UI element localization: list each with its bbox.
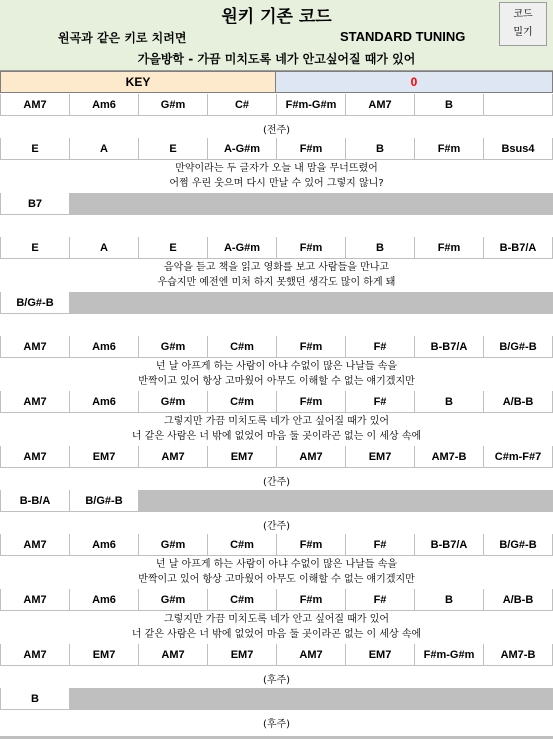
header <box>0 0 553 50</box>
chord-cell[interactable]: AM7-B <box>484 644 553 666</box>
chord-cell[interactable]: Bsus4 <box>484 138 553 160</box>
chord-row <box>0 490 553 512</box>
section-note: (간주) <box>262 477 291 488</box>
chord-cell[interactable]: Am6 <box>70 391 139 413</box>
chord-cell[interactable] <box>70 193 139 215</box>
chord-cell[interactable]: A/B-B <box>484 391 553 413</box>
chord-cell[interactable]: EM7 <box>346 446 415 468</box>
chord-cell[interactable]: EM7 <box>70 446 139 468</box>
chord-row <box>0 391 553 413</box>
chord-row <box>0 534 553 556</box>
chord-cell[interactable]: B-B7/A <box>415 336 484 358</box>
lyrics-row <box>0 556 553 589</box>
chord-cell[interactable]: AM7 <box>277 644 346 666</box>
chord-cell[interactable]: F# <box>346 534 415 556</box>
chord-cell[interactable]: E <box>139 237 208 259</box>
chord-cell[interactable]: AM7 <box>0 446 70 468</box>
section-note: (전주) <box>262 125 291 136</box>
chord-cell[interactable]: A-G#m <box>208 138 277 160</box>
chord-cell[interactable] <box>70 292 139 314</box>
chord-cell[interactable]: F#m <box>277 336 346 358</box>
chord-row <box>0 688 553 710</box>
chord-cell[interactable]: F# <box>346 336 415 358</box>
chord-cell[interactable] <box>346 292 415 314</box>
chord-cell[interactable]: A-G#m <box>208 237 277 259</box>
blank-row <box>0 314 553 336</box>
chord-cell[interactable] <box>484 688 553 710</box>
chord-cell[interactable] <box>346 688 415 710</box>
lyric-line: 만약이라는 두 글자가 오늘 내 맘을 무너뜨렸어 <box>175 163 378 174</box>
lyrics-row <box>0 611 553 644</box>
lyric-line: 어쩜 우린 웃으며 다시 만날 수 있어 그렇지 않니? <box>169 178 384 189</box>
section-note-row <box>0 666 553 688</box>
chord-cell[interactable]: Am6 <box>70 589 139 611</box>
lyric-line: 반짝이고 있어 항상 고마웠어 아무도 이해할 수 없는 얘기겠지만 <box>138 376 415 387</box>
key-label: KEY <box>0 71 276 93</box>
chord-row <box>0 446 553 468</box>
chord-cell[interactable]: F#m <box>277 534 346 556</box>
chord-cell[interactable]: G#m <box>139 589 208 611</box>
chord-cell[interactable] <box>415 292 484 314</box>
chord-cell[interactable] <box>208 688 277 710</box>
lyrics-row <box>0 413 553 446</box>
lyric-line: 음악을 듣고 책을 읽고 영화를 보고 사람들을 만나고 <box>163 262 390 273</box>
chord-cell[interactable]: A/B-B <box>484 589 553 611</box>
chord-cell[interactable]: C#m <box>208 391 277 413</box>
chord-cell[interactable]: AM7 <box>139 644 208 666</box>
chord-cell[interactable]: E <box>0 237 70 259</box>
chord-cell[interactable]: E <box>0 138 70 160</box>
chord-cell[interactable] <box>277 292 346 314</box>
key-value-cell[interactable]: 0 <box>276 71 553 93</box>
lyrics-row <box>0 358 553 391</box>
section-note: (후주) <box>262 719 291 730</box>
chord-cell[interactable]: G#m <box>139 94 208 116</box>
lyric-line: 그렇지만 가끔 미치도록 네가 안고 싶어질 때가 있어 <box>163 614 390 625</box>
chord-cell[interactable]: F#m <box>277 391 346 413</box>
chord-shift-button[interactable] <box>499 2 547 46</box>
chord-cell[interactable]: C#m <box>208 336 277 358</box>
section-note-row <box>0 512 553 534</box>
chord-row <box>0 237 553 259</box>
lyric-line: 그렇지만 가끔 미치도록 네가 안고 싶어질 때가 있어 <box>163 416 390 427</box>
chord-cell[interactable]: F#m <box>277 138 346 160</box>
chord-cell[interactable]: G#m <box>139 534 208 556</box>
chord-cell[interactable]: B7 <box>0 193 70 215</box>
chord-cell[interactable] <box>208 490 277 512</box>
chord-cell[interactable] <box>415 688 484 710</box>
chord-cell[interactable]: C# <box>208 94 277 116</box>
chord-cell[interactable]: B <box>415 94 484 116</box>
chord-cell[interactable] <box>415 490 484 512</box>
chord-cell[interactable]: AM7-B <box>415 446 484 468</box>
chord-cell[interactable]: B-B7/A <box>415 534 484 556</box>
chord-row <box>0 644 553 666</box>
chord-cell[interactable] <box>484 490 553 512</box>
chord-cell[interactable]: B <box>415 391 484 413</box>
tuning-label: STANDARD TUNING <box>340 29 466 44</box>
chord-cell[interactable]: AM7 <box>346 94 415 116</box>
chord-cell[interactable] <box>277 193 346 215</box>
chord-cell[interactable] <box>139 688 208 710</box>
lyric-line: 너 같은 사람은 너 밖에 없었어 마음 둘 곳이라곤 없는 이 세상 속에 <box>131 431 422 442</box>
chord-cell[interactable]: AM7 <box>0 534 70 556</box>
section-note: (간주) <box>262 521 291 532</box>
chord-cell[interactable]: B-B/A <box>0 490 70 512</box>
chord-cell[interactable]: G#m <box>139 391 208 413</box>
chord-cell[interactable]: AM7 <box>0 391 70 413</box>
chord-cell[interactable]: AM7 <box>0 589 70 611</box>
lyric-line: 우습지만 예전엔 미처 하지 못했던 생각도 많이 하게 돼 <box>157 277 396 288</box>
chord-shift-label-line2: 밀기 <box>513 27 533 38</box>
chord-cell[interactable]: EM7 <box>208 644 277 666</box>
chord-cell[interactable]: F#m <box>415 237 484 259</box>
chord-cell[interactable]: B <box>346 237 415 259</box>
chord-cell[interactable]: Am6 <box>70 94 139 116</box>
chord-cell[interactable]: AM7 <box>0 94 70 116</box>
chord-cell[interactable] <box>346 490 415 512</box>
chord-cell[interactable]: F#m-G#m <box>277 94 346 116</box>
chord-cell[interactable] <box>415 193 484 215</box>
chord-cell[interactable]: C#m <box>208 534 277 556</box>
lyric-line: 넌 날 아프게 하는 사람이 아냐 수없이 많은 나날들 속을 <box>155 361 398 372</box>
lyric-line: 반짝이고 있어 항상 고마웠어 아무도 이해할 수 없는 얘기겠지만 <box>138 574 415 585</box>
chord-cell[interactable]: AM7 <box>0 336 70 358</box>
chord-cell[interactable]: AM7 <box>277 446 346 468</box>
chord-cell[interactable]: B-B7/A <box>484 237 553 259</box>
section-note-row <box>0 116 553 138</box>
chord-row <box>0 292 553 314</box>
chord-cell[interactable] <box>139 193 208 215</box>
subtitle: 원곡과 같은 키로 치려면 <box>58 31 187 45</box>
chord-cell[interactable]: G#m <box>139 336 208 358</box>
section-note: (후주) <box>262 675 291 686</box>
chord-cell[interactable] <box>484 193 553 215</box>
chord-cell[interactable]: B/G#-B <box>484 336 553 358</box>
chord-cell[interactable]: EM7 <box>208 446 277 468</box>
chord-cell[interactable] <box>277 490 346 512</box>
chord-cell[interactable] <box>139 292 208 314</box>
chord-shift-label-line1: 코드 <box>513 9 533 20</box>
chord-cell[interactable]: EM7 <box>346 644 415 666</box>
chord-cell[interactable]: E <box>139 138 208 160</box>
chord-cell[interactable]: B/G#-B <box>0 292 70 314</box>
chord-cell[interactable] <box>139 490 208 512</box>
chord-row <box>0 336 553 358</box>
chord-cell[interactable] <box>208 292 277 314</box>
chord-row <box>0 138 553 160</box>
chord-cell[interactable]: Am6 <box>70 534 139 556</box>
chord-cell[interactable]: AM7 <box>139 446 208 468</box>
song-title: 가을방학 - 가끔 미치도록 네가 안고싶어질 때가 있어 <box>0 49 553 71</box>
chord-cell[interactable]: B <box>346 138 415 160</box>
chord-cell[interactable]: F#m <box>415 138 484 160</box>
chord-cell[interactable] <box>277 688 346 710</box>
chord-cell[interactable] <box>484 292 553 314</box>
chord-row <box>0 193 553 215</box>
chord-cell[interactable]: EM7 <box>70 644 139 666</box>
lyric-line: 넌 날 아프게 하는 사람이 아냐 수없이 많은 나날들 속을 <box>155 559 398 570</box>
lyrics-row <box>0 259 553 292</box>
chord-cell[interactable]: C#m <box>208 589 277 611</box>
chord-cell[interactable]: B <box>0 688 70 710</box>
lyric-line: 너 같은 사람은 너 밖에 없었어 마음 둘 곳이라곤 없는 이 세상 속에 <box>131 629 422 640</box>
chord-cell[interactable]: B/G#-B <box>484 534 553 556</box>
chord-cell[interactable]: F# <box>346 589 415 611</box>
blank-row <box>0 215 553 237</box>
chord-cell[interactable]: F#m <box>277 589 346 611</box>
chord-cell[interactable]: A <box>70 237 139 259</box>
chord-cell[interactable]: Am6 <box>70 336 139 358</box>
chord-cell[interactable] <box>70 688 139 710</box>
page-title: 원키 기존 코드 <box>221 7 332 27</box>
chord-row <box>0 94 553 116</box>
section-note-row <box>0 468 553 490</box>
chord-cell[interactable]: B/G#-B <box>70 490 139 512</box>
key-row <box>0 71 553 93</box>
chord-cell[interactable] <box>346 193 415 215</box>
lyrics-row <box>0 160 553 193</box>
chord-cell[interactable]: F#m-G#m <box>415 644 484 666</box>
chord-cell[interactable]: B <box>415 589 484 611</box>
chord-cell[interactable]: F#m <box>277 237 346 259</box>
chord-cell[interactable] <box>484 94 553 116</box>
chord-cell[interactable]: C#m-F#7 <box>484 446 553 468</box>
chord-cell[interactable]: F# <box>346 391 415 413</box>
chord-cell[interactable] <box>208 193 277 215</box>
chord-cell[interactable]: AM7 <box>0 644 70 666</box>
chord-cell[interactable]: A <box>70 138 139 160</box>
chord-row <box>0 589 553 611</box>
section-note-row <box>0 710 553 732</box>
